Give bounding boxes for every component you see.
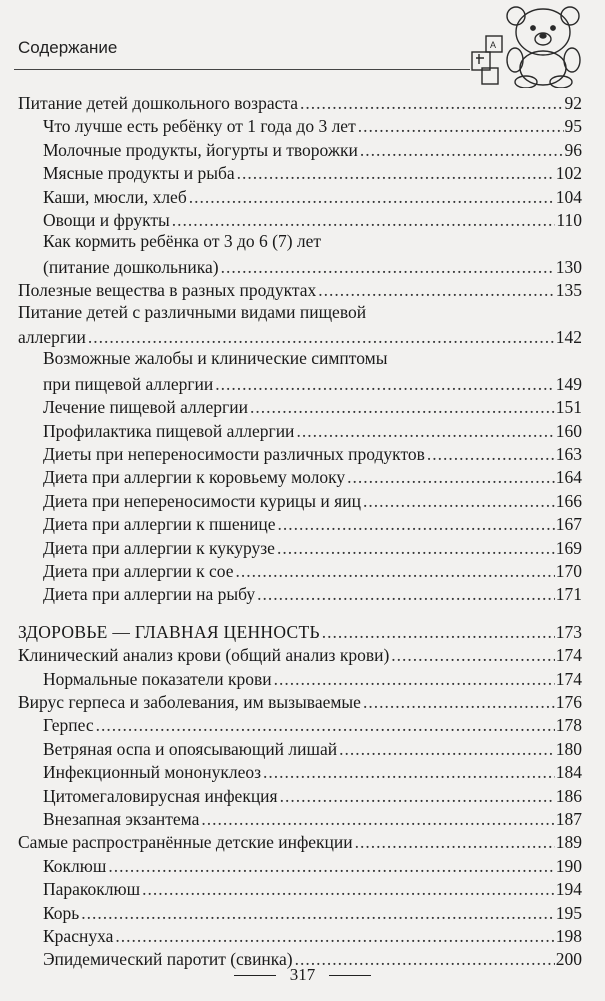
toc-page-number: 163	[555, 444, 582, 464]
dot-leader	[172, 209, 556, 231]
toc-entry-title: Коклюш	[43, 855, 107, 876]
toc-page-number: 178	[555, 715, 582, 736]
toc-page-number: 186	[555, 785, 582, 806]
toc-entry[interactable]	[43, 207, 582, 231]
toc-page-number: 166	[555, 490, 582, 511]
dot-leader	[257, 583, 555, 605]
toc-entry[interactable]	[43, 900, 582, 924]
toc-page-number: 135	[555, 280, 582, 301]
dot-leader	[201, 808, 554, 830]
toc-page-number: 171	[555, 584, 582, 605]
toc-entry-title: Цитомегаловирусная инфекция	[43, 785, 278, 806]
toc-page-number: 190	[555, 855, 582, 876]
toc-entry-title: Клинический анализ крови (общий анализ крови)	[18, 645, 390, 666]
toc-entry[interactable]	[43, 488, 582, 512]
page-footer	[0, 965, 605, 985]
dot-leader	[142, 878, 555, 900]
toc-page-number: 198	[555, 926, 582, 946]
toc-page-number: 149	[555, 373, 582, 394]
toc-entry[interactable]	[43, 464, 582, 488]
toc-entry-title: Эпидемический паротит (свинка)	[43, 949, 293, 970]
toc-entry-title: Краснуха	[43, 926, 114, 946]
toc-page-number: 187	[555, 809, 582, 829]
toc-entry[interactable]	[43, 923, 582, 947]
toc-page-number: 176	[555, 692, 582, 712]
toc-entry-title: Диета при непереносимости курицы и яиц	[43, 490, 361, 511]
footer-dash-left	[234, 975, 276, 976]
dot-leader	[277, 537, 555, 559]
dot-leader	[347, 466, 555, 488]
dot-leader	[96, 714, 555, 736]
toc-entry-title: Диета при аллергии на рыбу	[43, 584, 256, 605]
toc-page-number: 174	[555, 668, 582, 689]
toc-entry-first-line: Возможные жалобы и клинические симптомы	[43, 348, 388, 369]
toc-entry-title: Нормальные показатели крови	[43, 668, 272, 689]
toc-page-number: 173	[555, 621, 582, 642]
dot-leader	[322, 621, 555, 643]
dot-leader	[81, 902, 554, 924]
toc-entry-title: Овощи и фрукты	[43, 210, 170, 230]
toc-entry[interactable]	[18, 689, 582, 713]
toc-entry-title: аллергии	[18, 327, 86, 347]
toc-entry-title: Каши, мюсли, хлеб	[43, 186, 187, 207]
toc-entry[interactable]	[43, 418, 582, 442]
toc-entry-title: Диета при аллергии к кукурузе	[43, 537, 275, 558]
toc-entry[interactable]	[43, 558, 582, 582]
toc-page-number: 102	[555, 163, 582, 184]
dot-leader	[427, 443, 555, 465]
toc-entry-title: ЗДОРОВЬЕ — ГЛАВНАЯ ЦЕННОСТЬ	[18, 621, 320, 642]
toc-entry-title: Паракоклюш	[43, 879, 141, 900]
toc-entry[interactable]	[43, 736, 582, 760]
dot-leader	[215, 373, 554, 395]
toc-entry-title: Полезные вещества в разных продуктах	[18, 280, 317, 301]
toc-entry-title: (питание дошкольника)	[43, 256, 219, 277]
svg-text:A: A	[490, 40, 497, 50]
toc-entry[interactable]	[43, 853, 582, 877]
toc-page-number: 184	[555, 762, 582, 783]
toc-page-number: 110	[556, 210, 582, 230]
dot-leader	[189, 186, 555, 208]
toc-page-number: 189	[555, 832, 582, 853]
dot-leader	[277, 513, 554, 535]
toc-entry[interactable]	[43, 783, 582, 807]
toc-entry[interactable]	[18, 90, 582, 114]
toc-entry-title: Мясные продукты и рыба	[43, 163, 235, 184]
toc-page-number: 167	[555, 514, 582, 535]
dot-leader	[300, 92, 563, 114]
toc-entry[interactable]	[43, 394, 582, 418]
toc-page-number: 104	[555, 186, 582, 207]
toc-entry-title: при пищевой аллергии	[43, 373, 214, 394]
toc-entry-title: Корь	[43, 902, 80, 923]
toc-page-number: 194	[555, 879, 582, 900]
toc-entry-title: Вирус герпеса и заболевания, им вызываемые	[18, 692, 361, 712]
toc-section-heading[interactable]	[18, 619, 582, 643]
toc-page-number: 195	[555, 902, 582, 923]
dot-leader	[363, 490, 555, 512]
footer-dash-right	[329, 975, 371, 976]
toc-entry[interactable]	[43, 441, 582, 465]
toc-entry-title: Самые распространённые детские инфекции	[18, 832, 353, 853]
toc-entry-title: Профилактика пищевой аллергии	[43, 420, 295, 441]
toc-entry[interactable]	[43, 535, 582, 559]
dot-leader	[250, 396, 555, 418]
toc-entry[interactable]	[43, 876, 582, 900]
dot-leader	[318, 279, 555, 301]
dot-leader	[108, 855, 554, 877]
toc-entry-title: Диета при аллергии к сое	[43, 561, 234, 581]
toc-entry-title: Молочные продукты, йогурты и творожки	[43, 139, 358, 160]
dot-leader	[339, 738, 555, 760]
dot-leader	[363, 691, 555, 713]
toc-page-number: 160	[555, 420, 582, 441]
toc-entry-first-line: Питание детей с различными видами пищевой	[18, 301, 367, 322]
dot-leader	[221, 256, 555, 278]
toc-entry[interactable]	[43, 113, 582, 137]
dot-leader	[296, 420, 554, 442]
toc-page-number: 180	[555, 738, 582, 759]
toc-entry[interactable]	[43, 254, 582, 278]
toc-entry-title: Диеты при непереносимости различных продуктов	[43, 444, 425, 464]
toc-entry[interactable]	[43, 371, 582, 395]
toc-entry[interactable]	[43, 806, 582, 830]
dot-leader	[236, 560, 555, 582]
toc-page-number: 96	[564, 139, 582, 160]
toc-entry-title: Что лучше есть ребёнку от 1 года до 3 лет	[43, 116, 356, 137]
toc-entry[interactable]	[43, 581, 582, 605]
dot-leader	[274, 668, 555, 690]
toc-entry-title: Герпес	[43, 715, 94, 736]
toc-entry[interactable]	[43, 666, 582, 690]
toc-entry[interactable]	[43, 511, 582, 535]
toc-page-number: 169	[555, 537, 582, 558]
toc-entry-title: Ветряная оспа и опоясывающий лишай	[43, 738, 338, 759]
toc-entry-title: Диета при аллергии к коровьему молоку	[43, 467, 346, 488]
toc-page-number: 151	[555, 397, 582, 418]
toc-page-number: 130	[555, 256, 582, 277]
dot-leader	[280, 785, 555, 807]
dot-leader	[358, 115, 564, 137]
toc-entry-title: Инфекционный мононуклеоз	[43, 762, 262, 783]
toc-entry[interactable]	[43, 137, 582, 161]
dot-leader	[355, 831, 555, 853]
running-header: Содержание	[18, 38, 118, 57]
toc-entry[interactable]	[43, 712, 582, 736]
dot-leader	[237, 162, 555, 184]
toc-entry[interactable]	[43, 184, 582, 208]
toc-page-number: 164	[555, 467, 582, 488]
toc-page-number: 95	[564, 116, 582, 137]
toc-entry-first-line: Как кормить ребёнка от 3 до 6 (7) лет	[43, 231, 322, 252]
dot-leader	[88, 326, 555, 348]
dot-leader	[263, 761, 555, 783]
page-number: 317	[289, 965, 316, 984]
toc-page-number: 200	[555, 949, 582, 970]
toc-entry[interactable]	[18, 642, 582, 666]
toc-entry-title: Лечение пищевой аллергии	[43, 397, 248, 418]
toc-entry[interactable]	[18, 277, 582, 301]
toc-page-number: 170	[555, 561, 582, 581]
toc-page-number: 92	[564, 93, 582, 113]
toc-entry-title: Диета при аллергии к пшенице	[43, 514, 276, 535]
toc-page-number: 174	[555, 645, 582, 666]
toc-entry[interactable]	[43, 160, 582, 184]
dot-leader	[360, 139, 564, 161]
dot-leader	[115, 925, 554, 947]
toc-entry[interactable]	[18, 829, 582, 853]
toc-entry[interactable]	[43, 759, 582, 783]
toc-entry-title: Внезапная экзантема	[43, 809, 200, 829]
toc-page-number: 142	[555, 327, 582, 347]
dot-leader	[391, 644, 554, 666]
toc-entry[interactable]	[18, 324, 582, 348]
toc-entry-title: Питание детей дошкольного возраста	[18, 93, 299, 113]
